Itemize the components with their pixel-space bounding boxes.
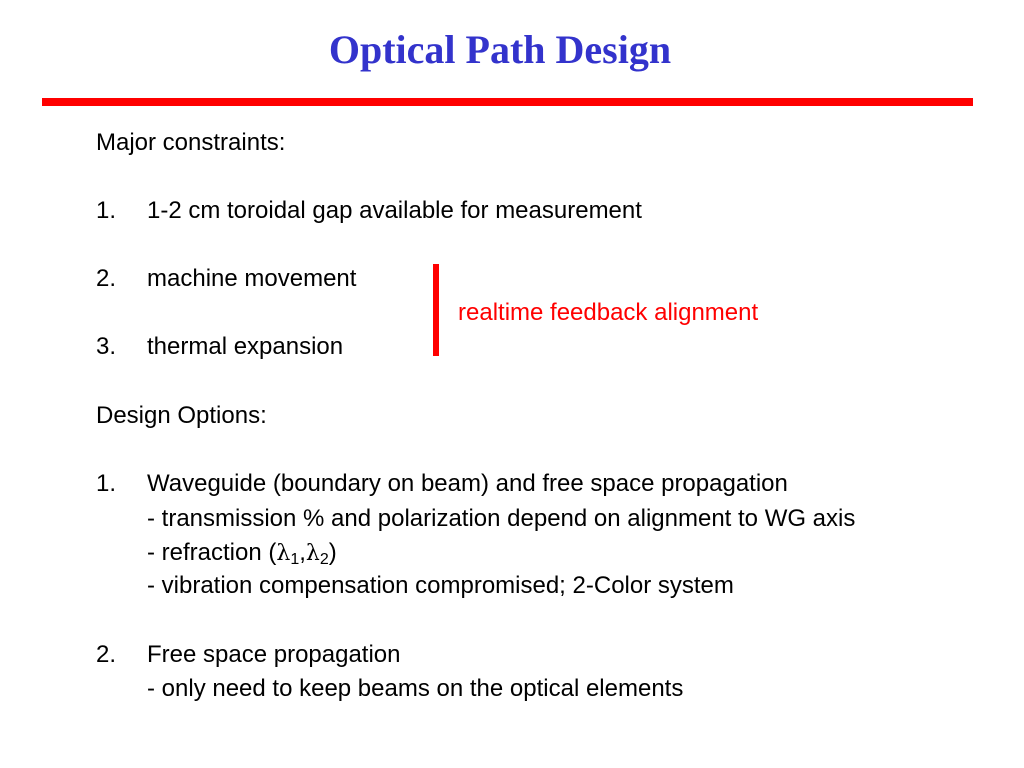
lambda-symbol: λ: [305, 541, 320, 566]
constraint-item-2: [96, 264, 356, 294]
list-item-text: thermal expansion: [147, 333, 344, 360]
feedback-alignment-note: realtime feedback alignment: [458, 299, 759, 326]
constraints-heading: Major constraints:: [96, 129, 286, 156]
lambda-symbol: λ: [276, 541, 291, 566]
list-item-text: Free space propagation: [147, 641, 401, 668]
list-number: 1.: [96, 197, 117, 224]
options-heading: Design Options:: [96, 402, 267, 429]
detail-text: ,: [299, 539, 306, 566]
list-item-text: Waveguide (boundary on beam) and free space propagation: [147, 470, 788, 497]
subscript: 1: [290, 551, 300, 568]
option-item-2: [96, 640, 401, 670]
slide-title: Optical Path Design: [328, 27, 672, 72]
list-number: 1.: [96, 470, 117, 497]
detail-text: - refraction (: [147, 539, 277, 566]
list-number: 2.: [96, 641, 117, 668]
list-number: 3.: [96, 333, 117, 360]
option-1-detail-1: - transmission % and polarization depend on alignment to WG axis: [147, 505, 856, 532]
detail-text: ): [328, 539, 337, 566]
grouping-bracket: [433, 264, 439, 356]
option-1-detail-2: [147, 538, 337, 569]
subscript: 2: [319, 551, 329, 568]
option-item-1: [96, 469, 788, 499]
option-1-detail-3: - vibration compensation compromised; 2-Color system: [147, 572, 734, 599]
option-2-detail-1: - only need to keep beams on the optical elements: [147, 675, 684, 702]
title-underline: [42, 98, 973, 106]
list-item-text: 1-2 cm toroidal gap available for measurement: [147, 197, 642, 224]
constraint-item-1: [96, 196, 642, 226]
constraint-item-3: [96, 332, 343, 362]
list-item-text: machine movement: [147, 265, 357, 292]
list-number: 2.: [96, 265, 117, 292]
